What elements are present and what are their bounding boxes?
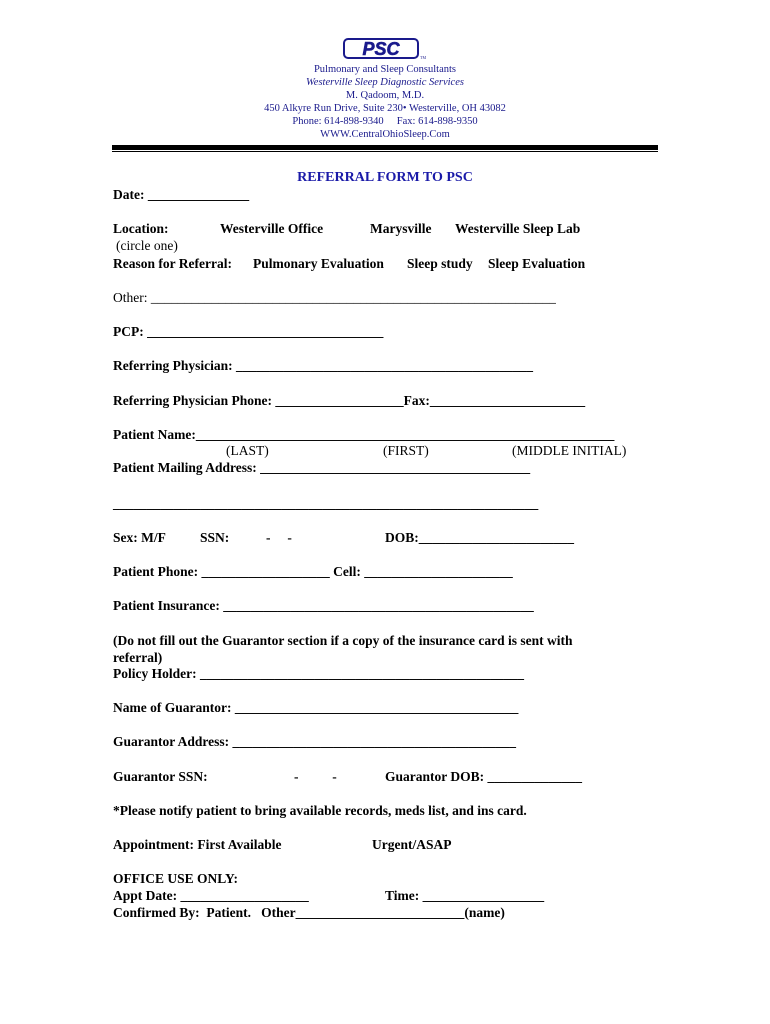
logo-text: PSC xyxy=(362,39,400,59)
appointment-urgent[interactable]: Urgent/ASAP xyxy=(372,837,452,852)
form-title: REFERRAL FORM TO PSC xyxy=(297,170,473,185)
date-field[interactable]: Date: _______________ xyxy=(113,187,250,202)
guarantor-dob-field[interactable]: Guarantor DOB: ______________ xyxy=(385,769,583,784)
clinic-website[interactable]: WWW.CentralOhioSleep.Com xyxy=(320,129,450,140)
mailing-address-field[interactable]: Patient Mailing Address: ________________________________________ xyxy=(113,460,531,475)
reason-option-sleep-eval[interactable]: Sleep Evaluation xyxy=(488,256,586,271)
guarantor-name-field[interactable]: Name of Guarantor: __________________________________________ xyxy=(113,700,519,715)
reason-option-pulmonary[interactable]: Pulmonary Evaluation xyxy=(253,256,384,271)
notify-note: *Please notify patient to bring available records, meds list, and ins card. xyxy=(113,803,527,818)
location-option-marysville[interactable]: Marysville xyxy=(370,221,432,236)
clinic-address: 450 Alkyre Run Drive, Suite 230• Westerville, OH 43082 xyxy=(264,103,506,114)
guarantor-address-field[interactable]: Guarantor Address: __________________________________________ xyxy=(113,734,517,749)
office-use-heading: OFFICE USE ONLY: xyxy=(113,871,239,886)
doctor-name: M. Qadoom, M.D. xyxy=(345,90,425,101)
mailing-address-line2[interactable]: _______________________________________________________________ xyxy=(113,496,539,511)
dob-field[interactable]: DOB:_______________________ xyxy=(385,530,574,545)
policy-holder-field[interactable]: Policy Holder: ________________________________________________ xyxy=(113,666,524,681)
tagline: Westerville Sleep Diagnostic Services xyxy=(306,77,464,88)
patient-phone-cell-field[interactable]: Patient Phone: ___________________ Cell: ______________________ xyxy=(113,564,513,579)
pcp-field[interactable]: PCP: ___________________________________ xyxy=(113,324,384,339)
reason-option-sleep-study[interactable]: Sleep study xyxy=(407,256,473,271)
guarantor-ssn-label: Guarantor SSN: xyxy=(113,769,208,784)
reason-label: Reason for Referral: xyxy=(113,256,232,271)
confirmed-by-field[interactable]: Confirmed By: Patient. Other_________________________(name) xyxy=(113,905,505,920)
guarantor-note: (Do not fill out the Guarantor section if a copy of the insurance card is sent with referral) xyxy=(113,633,573,665)
org-name: Pulmonary and Sleep Consultants xyxy=(313,64,457,75)
name-part-middle: (MIDDLE INITIAL) xyxy=(512,443,627,458)
psc-logo xyxy=(343,38,426,60)
svg-text:TM: TM xyxy=(420,55,426,60)
sex-field[interactable]: Sex: M/F xyxy=(113,530,166,545)
location-hint: (circle one) xyxy=(116,238,178,253)
appointment-first-available[interactable]: Appointment: First Available xyxy=(113,837,282,852)
other-field[interactable]: Other: ____________________________________________________________ xyxy=(113,290,556,305)
patient-name-field[interactable]: Patient Name:______________________________________________________________ xyxy=(113,427,615,442)
location-label: Location: xyxy=(113,221,169,236)
ssn-label: SSN: xyxy=(200,530,230,545)
guarantor-ssn-field[interactable]: - - xyxy=(294,769,337,784)
name-part-last: (LAST) xyxy=(226,443,269,458)
clinic-phone-fax: Phone: 614-898-9340 Fax: 614-898-9350 xyxy=(292,116,478,127)
location-option-sleep-lab[interactable]: Westerville Sleep Lab xyxy=(455,221,581,236)
ssn-field[interactable]: - - xyxy=(266,530,292,545)
name-part-first: (FIRST) xyxy=(383,443,429,458)
referring-physician-field[interactable]: Referring Physician: ____________________________________________ xyxy=(113,358,533,373)
header-divider-thick xyxy=(112,145,658,150)
time-field[interactable]: Time: __________________ xyxy=(385,888,545,903)
appt-date-field[interactable]: Appt Date: ___________________ xyxy=(113,888,309,903)
referring-phone-fax-field[interactable]: Referring Physician Phone: ___________________Fax:_______________________ xyxy=(113,393,586,408)
header-divider-thin xyxy=(112,151,658,152)
location-option-westerville-office[interactable]: Westerville Office xyxy=(220,221,324,236)
insurance-field[interactable]: Patient Insurance: ______________________________________________ xyxy=(113,598,534,613)
